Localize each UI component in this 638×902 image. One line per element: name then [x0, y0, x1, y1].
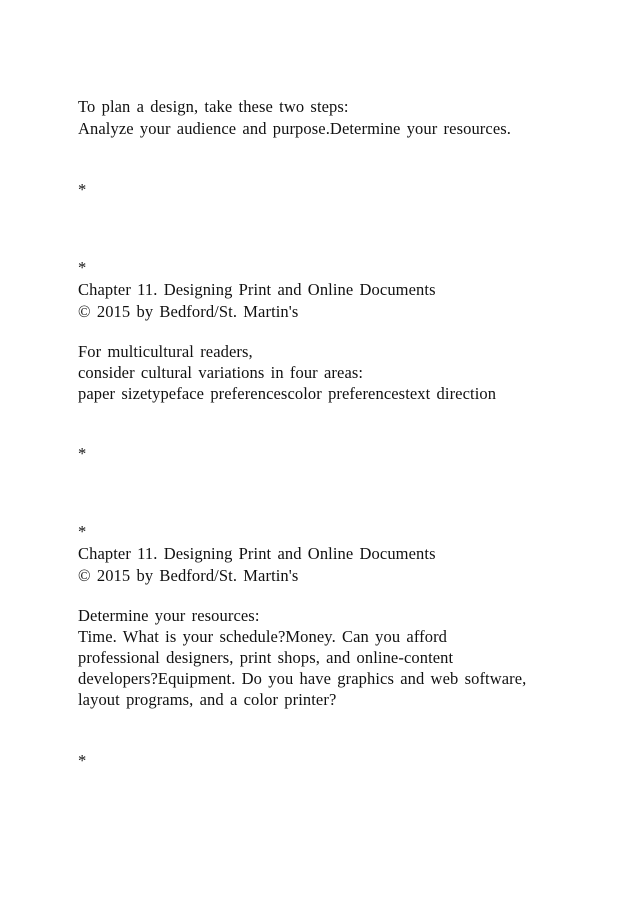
copyright-line: © 2015 by Bedford/St. Martin's — [78, 566, 299, 585]
copyright-line: © 2015 by Bedford/St. Martin's — [78, 302, 299, 321]
resources-line: developers?Equipment. Do you have graphics and web software, — [78, 669, 527, 688]
separator-asterisk: * — [78, 751, 87, 770]
multicultural-line: consider cultural variations in four areas: — [78, 363, 364, 382]
resources-line: professional designers, print shops, and online-content — [78, 648, 454, 667]
chapter-title: Chapter 11. Designing Print and Online Documents — [78, 544, 436, 563]
separator-asterisk: * — [78, 444, 87, 463]
resources-line: layout programs, and a color printer? — [78, 690, 337, 709]
resources-line: Time. What is your schedule?Money. Can you afford — [78, 627, 448, 646]
resources-heading: Determine your resources: — [78, 606, 260, 625]
multicultural-areas-line: paper sizetypeface preferencescolor preferencestext direction — [78, 384, 497, 403]
separator-asterisk: * — [78, 522, 87, 541]
separator-asterisk: * — [78, 180, 87, 199]
separator-asterisk: * — [78, 258, 87, 277]
intro-steps-line: Analyze your audience and purpose.Determine your resources. — [78, 119, 511, 138]
intro-line: To plan a design, take these two steps: — [78, 97, 349, 116]
chapter-title: Chapter 11. Designing Print and Online Documents — [78, 280, 436, 299]
multicultural-heading: For multicultural readers, — [78, 342, 253, 361]
